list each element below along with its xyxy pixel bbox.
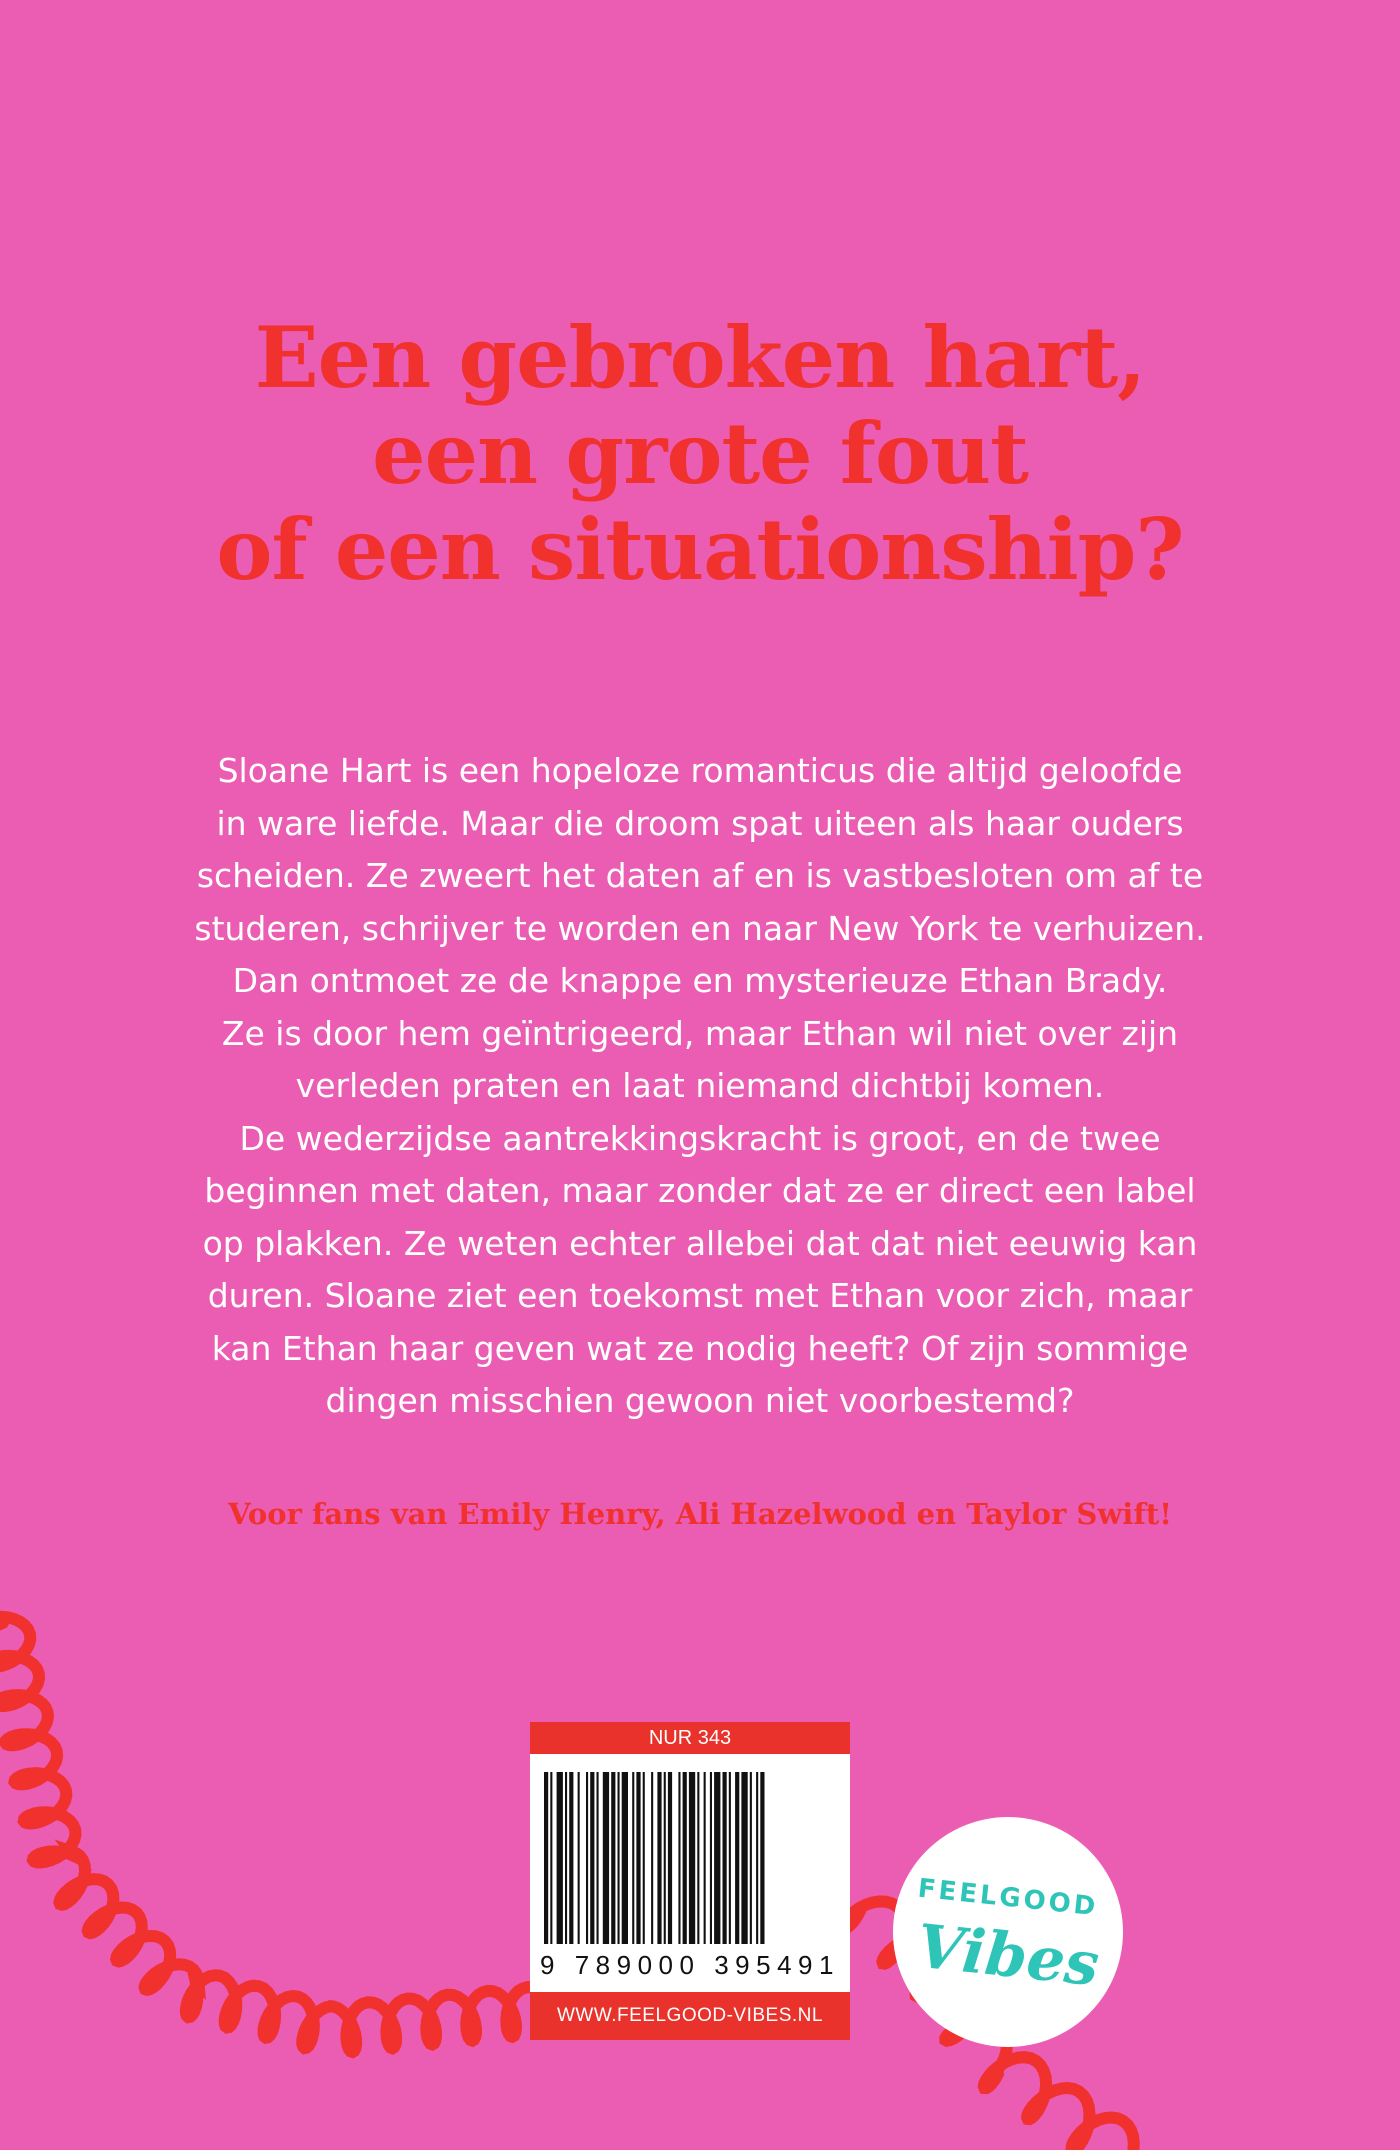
barcode-bar [618,1772,620,1944]
barcode-bar [622,1772,628,1944]
barcode-bar [668,1772,672,1944]
barcode-bar [678,1772,680,1944]
website-link[interactable]: WWW.FEELGOOD-VIBES.NL [530,1992,850,2040]
barcode-block [530,1722,850,2040]
barcode-bar [689,1772,695,1944]
blurb-line: in ware liefde. Maar die droom spat uiteen als haar ouders [216,803,1184,843]
headline [0,310,1400,598]
barcode-bar [697,1772,699,1944]
logo-wordmark-script: Vibes [913,1911,1103,2001]
blurb-line: De wederzijdse aantrekkingskracht is groot, en de twee [239,1118,1161,1158]
barcode-bar [544,1772,548,1944]
barcode-bar [632,1772,634,1944]
barcode-bar [590,1772,594,1944]
barcode-bar [597,1772,599,1944]
blurb-line: studeren, schrijver te worden en naar New York te verhuizen. [194,908,1206,948]
barcode-bar [729,1772,731,1944]
barcode-bar [704,1772,706,1944]
nur-label: NUR 343 [530,1722,850,1754]
barcode-bar [710,1772,712,1944]
blurb-line: dingen misschien gewoon niet voorbestemd? [325,1381,1075,1420]
blurb-line: scheiden. Ze zweert het daten af en is vastbesloten om af te [196,856,1204,895]
barcode-bar [643,1772,645,1944]
blurb-line: beginnen met daten, maar zonder dat ze er direct een label [204,1171,1196,1210]
blurb-line: Dan ontmoet ze de knappe en mysterieuze Ethan Brady. [232,961,1168,1000]
barcode-bar [756,1772,758,1944]
blurb [150,745,1250,1428]
blurb-line: duren. Sloane ziet een toekomst met Ethan voor zich, maar [207,1276,1193,1315]
phone-cord-left [0,1617,553,2052]
barcode-icon [544,1772,836,1944]
barcode-bar [683,1772,687,1944]
barcode-bar [735,1772,739,1944]
feelgood-vibes-logo-icon [893,1817,1123,2047]
barcode-bar [750,1772,752,1944]
barcode-bar [603,1772,609,1944]
barcode-bar [723,1772,727,1944]
blurb-line: verleden praten en laat niemand dichtbij komen. [295,1066,1105,1105]
barcode-bar [741,1772,747,1944]
logo-wordmark-top: FEELGOOD [916,1873,1100,1923]
barcode-bar [760,1772,764,1944]
barcode-bar [651,1772,653,1944]
tagline: Voor fans van Emily Henry, Ali Hazelwood en Taylor Swift! [228,1497,1172,1531]
blurb-line: Ze is door hem geïntrigeerd, maar Ethan wil niet over zijn [221,1013,1179,1053]
barcode-bar [636,1772,640,1944]
barcode-bar [714,1772,720,1944]
blurb-line: kan Ethan haar geven wat ze nodig heeft? Of zijn sommige [211,1328,1189,1368]
blurb-line: op plakken. Ze weten echter allebei dat dat niet eeuwig kan [202,1223,1198,1263]
headline-line-3: of een situationship? [216,500,1184,599]
barcode-bar [550,1772,552,1944]
barcode-bar [611,1772,615,1944]
barcode-bar [569,1772,573,1944]
barcode-bar [586,1772,588,1944]
barcode-bar [565,1772,567,1944]
blurb-line: Sloane Hart is een hopeloze romanticus die altijd geloofde [217,751,1183,790]
barcode-bar [664,1772,666,1944]
headline-line-2: een grote fout [372,404,1028,503]
barcode-bar [557,1772,563,1944]
isbn-number: 9 789000 395491 [540,1950,840,1980]
headline-line-1: Een gebroken hart, [254,308,1146,407]
barcode-bar [578,1772,580,1944]
barcode-bar [657,1772,661,1944]
